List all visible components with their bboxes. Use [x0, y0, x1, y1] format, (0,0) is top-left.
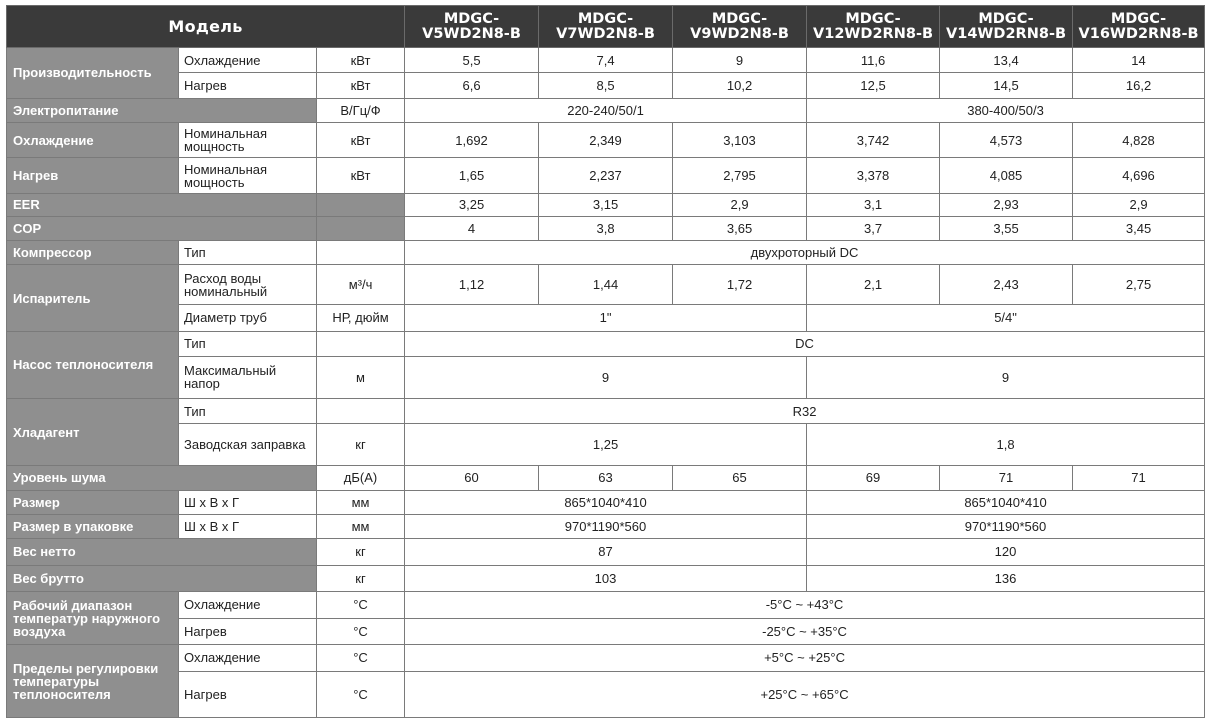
table-row [7, 645, 1205, 671]
value-cell: 8,5 [539, 73, 673, 98]
model-column-header: MDGC-V12WD2RN8-B [807, 6, 940, 48]
unit-cell: °С [317, 618, 405, 644]
value-cell: 3,15 [539, 193, 673, 216]
row-label-cop: COP [7, 216, 317, 240]
unit-cell: кг [317, 539, 405, 565]
value-cell: 87 [405, 539, 807, 565]
table-row [7, 565, 1205, 591]
value-cell: 69 [807, 466, 940, 490]
value-cell: 120 [807, 539, 1205, 565]
table-row [7, 98, 1205, 122]
value-cell: 1,44 [539, 265, 673, 305]
model-column-header: MDGC-V5WD2N8-B [405, 6, 539, 48]
value-cell: -5°С ~ +43°С [405, 592, 1205, 618]
sub-label: Нагрев [179, 618, 317, 644]
value-cell: 2,75 [1073, 265, 1205, 305]
value-cell: 16,2 [1073, 73, 1205, 98]
blank-cell [317, 216, 405, 240]
sub-label: Диаметр труб [179, 305, 317, 331]
value-cell: 5/4" [807, 305, 1205, 331]
value-cell: 2,9 [673, 193, 807, 216]
value-cell: 865*1040*410 [405, 490, 807, 514]
sub-label: Максимальный напор [179, 356, 317, 398]
value-cell: 1,12 [405, 265, 539, 305]
unit-cell: мм [317, 490, 405, 514]
table-row [7, 398, 1205, 423]
table-row [7, 671, 1205, 718]
value-cell: 9 [673, 48, 807, 73]
sub-label: Ш х В х Г [179, 514, 317, 538]
table-row [7, 123, 1205, 158]
value-cell: 103 [405, 565, 807, 591]
value-cell: 14 [1073, 48, 1205, 73]
value-cell: 220-240/50/1 [405, 98, 807, 122]
spec-table [6, 5, 1205, 718]
table-row [7, 618, 1205, 644]
table-row [7, 193, 1205, 216]
row-label-pump: Насос теплоносителя [7, 331, 179, 398]
table-row [7, 514, 1205, 538]
unit-cell: кг [317, 424, 405, 466]
unit-cell: НР, дюйм [317, 305, 405, 331]
value-cell: 71 [940, 466, 1073, 490]
sub-label: Расход воды номинальный [179, 265, 317, 305]
value-cell: 3,8 [539, 216, 673, 240]
unit-cell: мм [317, 514, 405, 538]
unit-cell: °С [317, 592, 405, 618]
header-row [7, 6, 1205, 48]
row-label-outdoor-range: Рабочий диапазон температур наружного воздуха [7, 592, 179, 645]
sub-label: Заводская заправка [179, 424, 317, 466]
value-cell: 970*1190*560 [405, 514, 807, 538]
row-label-size: Размер [7, 490, 179, 514]
model-header: Модель [7, 6, 405, 48]
value-cell: 10,2 [673, 73, 807, 98]
value-cell: 1,8 [807, 424, 1205, 466]
row-label-package-size: Размер в упаковке [7, 514, 179, 538]
unit-cell: кВт [317, 48, 405, 73]
sub-label: Номинальная мощность [179, 123, 317, 158]
value-cell: 2,9 [1073, 193, 1205, 216]
value-cell: 970*1190*560 [807, 514, 1205, 538]
row-label-noise: Уровень шума [7, 466, 317, 490]
value-cell: 2,1 [807, 265, 940, 305]
unit-cell: кг [317, 565, 405, 591]
sub-label: Нагрев [179, 671, 317, 718]
table-row [7, 48, 1205, 73]
value-cell: 865*1040*410 [807, 490, 1205, 514]
value-cell: 2,43 [940, 265, 1073, 305]
sub-label: Охлаждение [179, 645, 317, 671]
table-row [7, 424, 1205, 466]
row-label-refrigerant: Хладагент [7, 398, 179, 465]
value-cell: 12,5 [807, 73, 940, 98]
value-cell: 3,45 [1073, 216, 1205, 240]
value-cell: 9 [405, 356, 807, 398]
value-cell: 3,7 [807, 216, 940, 240]
table-row [7, 539, 1205, 565]
value-cell: 2,349 [539, 123, 673, 158]
table-row [7, 592, 1205, 618]
value-cell: 4,573 [940, 123, 1073, 158]
value-cell: 7,4 [539, 48, 673, 73]
sub-label: Нагрев [179, 73, 317, 98]
row-label-gross-weight: Вес брутто [7, 565, 317, 591]
value-cell: 4,085 [940, 158, 1073, 193]
model-column-header: MDGC-V9WD2N8-B [673, 6, 807, 48]
row-label-net-weight: Вес нетто [7, 539, 317, 565]
value-cell: 13,4 [940, 48, 1073, 73]
value-cell: 71 [1073, 466, 1205, 490]
table-row [7, 305, 1205, 331]
value-cell: 3,1 [807, 193, 940, 216]
sub-label: Тип [179, 398, 317, 423]
value-cell: 60 [405, 466, 539, 490]
table-row [7, 265, 1205, 305]
table-row [7, 158, 1205, 193]
value-cell: 1,25 [405, 424, 807, 466]
row-label-eer: EER [7, 193, 317, 216]
value-cell: +25°С ~ +65°С [405, 671, 1205, 718]
table-row [7, 466, 1205, 490]
value-cell: 5,5 [405, 48, 539, 73]
value-cell: 4,828 [1073, 123, 1205, 158]
blank-cell [317, 193, 405, 216]
sub-label: Охлаждение [179, 592, 317, 618]
value-cell: 1,72 [673, 265, 807, 305]
sub-label: Ш х В х Г [179, 490, 317, 514]
unit-cell [317, 331, 405, 356]
unit-cell: дБ(А) [317, 466, 405, 490]
model-column-header: MDGC-V7WD2N8-B [539, 6, 673, 48]
value-cell: 11,6 [807, 48, 940, 73]
sub-label: Тип [179, 331, 317, 356]
row-label-evaporator: Испаритель [7, 265, 179, 331]
value-cell: 1" [405, 305, 807, 331]
value-cell: 3,25 [405, 193, 539, 216]
model-column-header: MDGC-V14WD2RN8-B [940, 6, 1073, 48]
value-cell: 3,65 [673, 216, 807, 240]
row-label-capacity: Производительность [7, 48, 179, 99]
table-row [7, 241, 1205, 265]
unit-cell: кВт [317, 123, 405, 158]
sub-label: Охлаждение [179, 48, 317, 73]
value-cell: 2,237 [539, 158, 673, 193]
row-label-power-supply: Электропитание [7, 98, 317, 122]
value-cell: 1,65 [405, 158, 539, 193]
unit-cell [317, 241, 405, 265]
value-cell: +5°С ~ +25°С [405, 645, 1205, 671]
value-cell: DC [405, 331, 1205, 356]
unit-cell: В/Гц/Ф [317, 98, 405, 122]
value-cell: 2,795 [673, 158, 807, 193]
sub-label: Тип [179, 241, 317, 265]
value-cell: 1,692 [405, 123, 539, 158]
value-cell: 3,55 [940, 216, 1073, 240]
table-row [7, 73, 1205, 98]
value-cell: -25°С ~ +35°С [405, 618, 1205, 644]
value-cell: 2,93 [940, 193, 1073, 216]
value-cell: 14,5 [940, 73, 1073, 98]
value-cell: 4,696 [1073, 158, 1205, 193]
value-cell: 4 [405, 216, 539, 240]
table-row [7, 356, 1205, 398]
unit-cell: м [317, 356, 405, 398]
table-row [7, 331, 1205, 356]
value-cell: двухроторный DC [405, 241, 1205, 265]
unit-cell: °С [317, 645, 405, 671]
value-cell: 6,6 [405, 73, 539, 98]
value-cell: 9 [807, 356, 1205, 398]
table-row [7, 490, 1205, 514]
value-cell: 3,103 [673, 123, 807, 158]
table-row [7, 216, 1205, 240]
value-cell: R32 [405, 398, 1205, 423]
value-cell: 3,378 [807, 158, 940, 193]
unit-cell: кВт [317, 158, 405, 193]
value-cell: 63 [539, 466, 673, 490]
unit-cell: кВт [317, 73, 405, 98]
unit-cell: м³/ч [317, 265, 405, 305]
sub-label: Номинальная мощность [179, 158, 317, 193]
unit-cell [317, 398, 405, 423]
unit-cell: °С [317, 671, 405, 718]
row-label-fluid-range: Пределы регулировки температуры теплоносителя [7, 645, 179, 718]
row-label-cooling-power: Охлаждение [7, 123, 179, 158]
value-cell: 65 [673, 466, 807, 490]
row-label-compressor: Компрессор [7, 241, 179, 265]
value-cell: 3,742 [807, 123, 940, 158]
value-cell: 380-400/50/3 [807, 98, 1205, 122]
model-column-header: MDGC-V16WD2RN8-B [1073, 6, 1205, 48]
value-cell: 136 [807, 565, 1205, 591]
row-label-heating-power: Нагрев [7, 158, 179, 193]
